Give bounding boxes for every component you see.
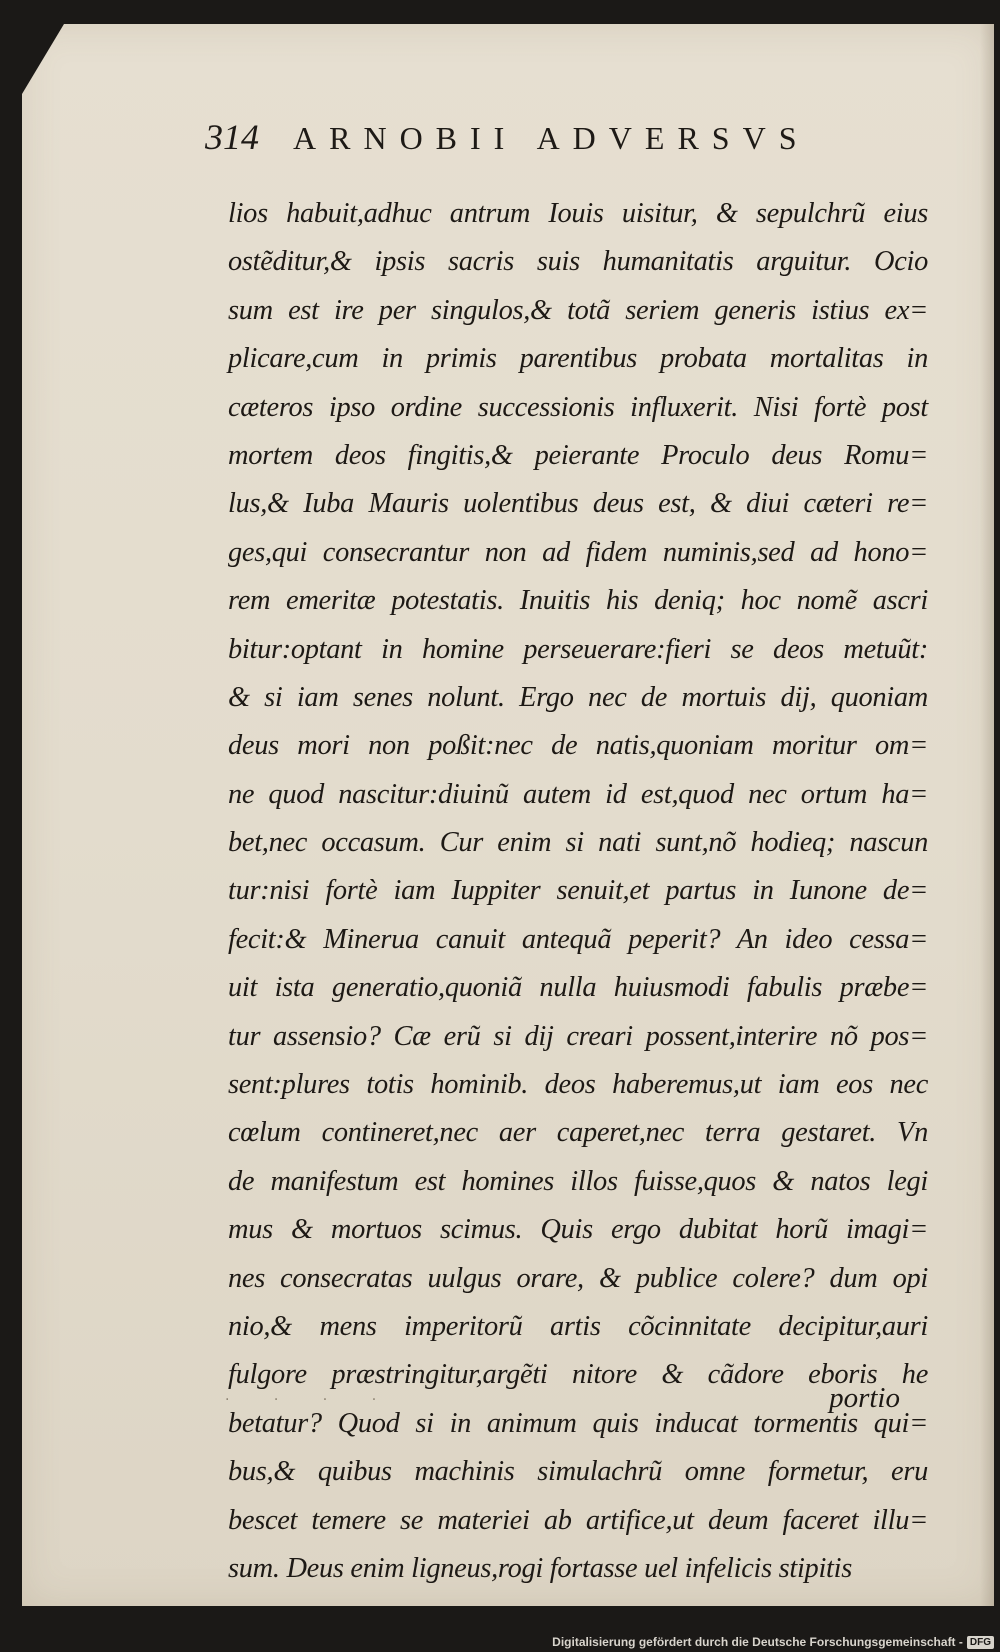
footer-credit [552,1635,994,1649]
text-line: cœlum contineret,nec aer caperet,nec terra gestaret. Vn [228,1117,928,1149]
dfg-logo: DFG [967,1636,994,1649]
text-line: plicare,cum in primis parentibus probata mortalitas in [228,343,928,375]
running-head [205,116,905,176]
text-line: & si iam senes nolunt. Ergo nec de mortuis dij, quoniam [228,681,928,713]
text-line: sum est ire per singulos,& totã seriem generis istius ex= [228,294,928,326]
text-line: cæteros ipso ordine successionis influxerit. Nisi fortè post [228,391,928,423]
text-line: ne quod nascitur:diuinũ autem id est,quod nec ortum ha= [228,778,928,810]
text-line: betatur? Quod si in animum quis inducat tormentis qui= [228,1407,928,1439]
text-line: deus mori non poßit:nec de natis,quoniam moritur om= [228,730,928,762]
text-line: fecit:& Minerua canuit antequã peperit? An ideo cessa= [228,923,928,955]
text-line: lus,& Iuba Mauris uolentibus deus est, & diui cæteri re= [228,488,928,520]
text-line: bet,nec occasum. Cur enim si nati sunt,nõ hodieq; nascun [228,827,928,859]
text-line: tur assensio? Cæ erũ si dij creari possent,interire nõ pos= [228,1020,928,1052]
text-line: lios habuit,adhuc antrum Iouis uisitur, & sepulchrũ eius [228,198,928,229]
text-line: bitur:optant in homine perseuerare:fieri se deos metuũt: [228,633,928,665]
text-block [228,190,928,1593]
faint-marks: · · · · [225,1392,397,1408]
text-line: uit ista generatio,quoniã nulla huiusmodi fabulis præbe= [228,972,928,1004]
text-line: bus,& quibus machinis simulachrũ omne formetur, eru [228,1456,928,1488]
text-line: ges,qui consecrantur non ad fidem numinis,sed ad hono= [228,536,928,568]
footer-credit-text: Digitalisierung gefördert durch die Deutsche Forschungsgemeinschaft - [552,1635,963,1649]
page-edge-shadow [980,24,994,1606]
text-line: tur:nisi fortè iam Iuppiter senuit,et partus in Iunone de= [228,875,928,907]
page-number: 314 [205,117,259,157]
text-line: sum. Deus enim ligneus,rogi fortasse uel infelicis stipitis [228,1552,852,1584]
catchword: portio [829,1382,900,1414]
text-line: bescet temere se materiei ab artifice,ut deum faceret illu= [228,1504,928,1536]
text-line: nes consecratas uulgus orare, & publice colere? dum opi [228,1262,928,1294]
text-line: fulgore præstringitur,argẽti nitore & cãdore eboris he [228,1359,928,1391]
text-line: ostẽditur,& ipsis sacris suis humanitatis arguitur. Ocio [228,246,928,278]
text-line: de manifestum est homines illos fuisse,quos & natos legi [228,1165,928,1197]
text-line: nio,& mens imperitorũ artis cõcinnitate decipitur,auri [228,1310,928,1342]
text-line: sent:plures totis hominib. deos haberemus,ut iam eos nec [228,1069,928,1101]
text-line: mortem deos fingitis,& peierante Proculo deus Romu= [228,439,928,471]
text-line: mus & mortuos scimus. Quis ergo dubitat horũ imagi= [228,1214,928,1246]
running-title: ARNOBII ADVERSVS [293,120,810,156]
text-line: rem emeritæ potestatis. Inuitis his deniq; hoc nomẽ ascri [228,585,928,617]
